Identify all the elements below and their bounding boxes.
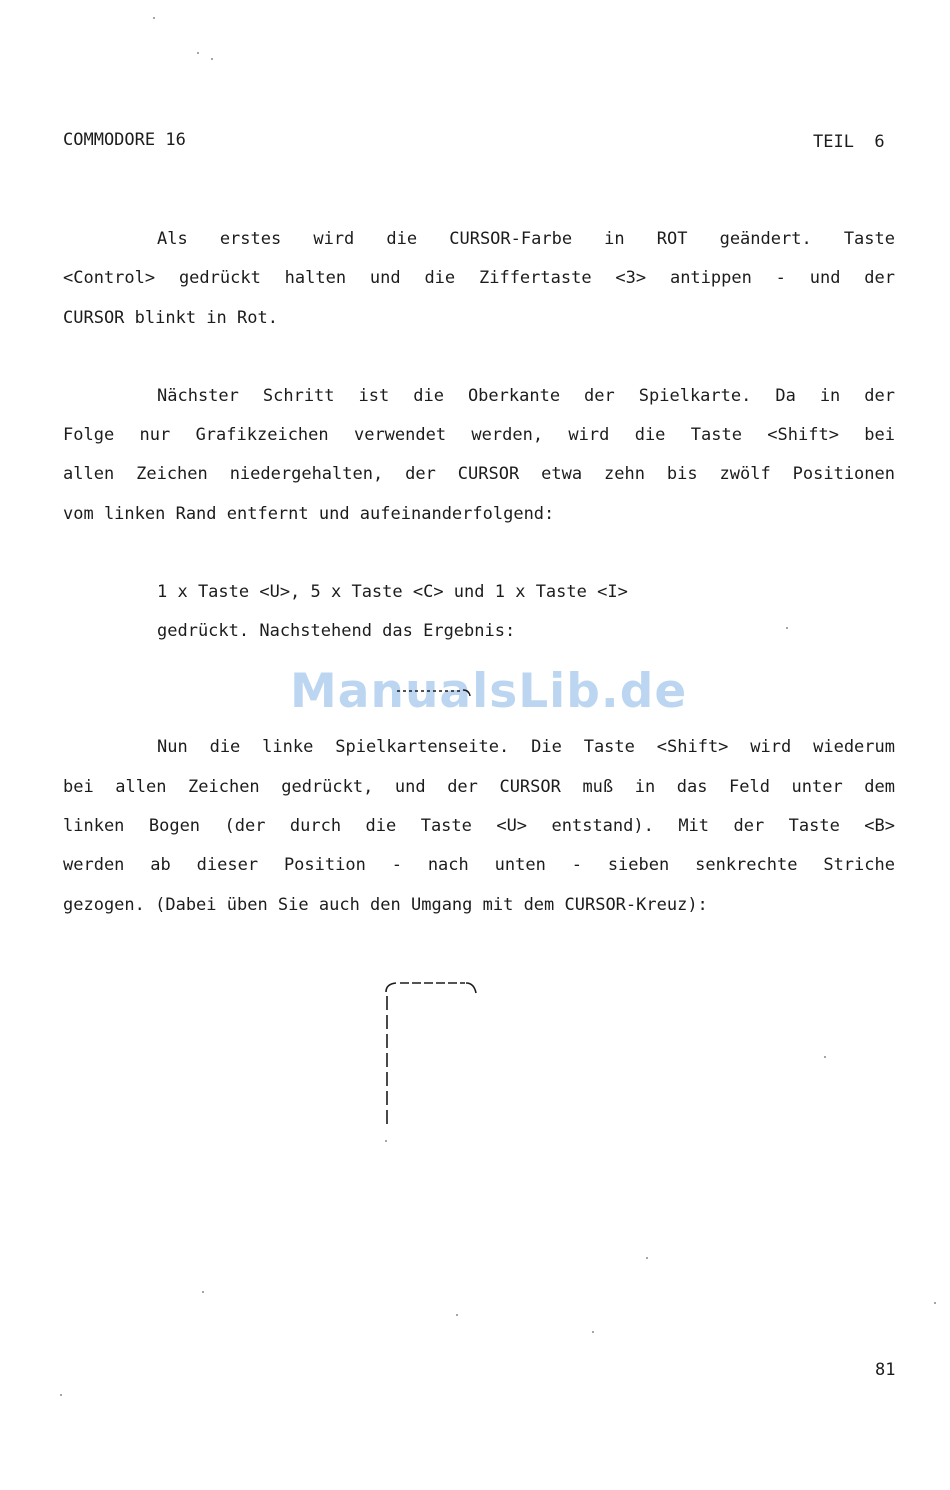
paragraph3-line2: bei allen Zeichen gedrückt, und der CURSOR muß in das Feld unter dem (63, 777, 895, 797)
scan-speck (202, 1291, 204, 1293)
scan-speck (197, 52, 199, 54)
paragraph1-line1: Als erstes wird die CURSOR-Farbe in ROT geändert. Taste (157, 229, 895, 249)
scan-speck (456, 1314, 458, 1316)
scan-speck (786, 627, 788, 629)
header-right: TEIL 6 (813, 132, 885, 152)
paragraph3-line3: linken Bogen (der durch die Taste <U> entstand). Mit der Taste <B> (63, 816, 895, 836)
paragraph3-line4: werden ab dieser Position - nach unten - sieben senkrechte Striche (63, 855, 895, 875)
header-left: COMMODORE 16 (63, 130, 186, 150)
scan-speck (60, 1394, 62, 1396)
paragraph1-line3: CURSOR blinkt in Rot. (63, 308, 278, 328)
paragraph2-line2: Folge nur Grafikzeichen verwendet werden, wird die Taste <Shift> bei (63, 425, 895, 445)
scan-speck (153, 17, 155, 19)
card-corner-graphic (386, 983, 476, 1128)
scan-speck (592, 1331, 594, 1333)
instruction-line2: gedrückt. Nachstehend das Ergebnis: (157, 621, 516, 641)
scan-speck (934, 1302, 936, 1304)
paragraph2-line4: vom linken Rand entfernt und aufeinanderfolgend: (63, 504, 555, 524)
scan-speck (646, 1257, 648, 1259)
paragraph1-line2: <Control> gedrückt halten und die Ziffertaste <3> antippen - und der (63, 268, 895, 288)
scan-speck (211, 58, 213, 60)
paragraph3-line1: Nun die linke Spielkartenseite. Die Taste <Shift> wird wiederum (157, 737, 895, 757)
paragraph2-line3: allen Zeichen niedergehalten, der CURSOR etwa zehn bis zwölf Positionen (63, 464, 895, 484)
page-number: 81 (875, 1360, 896, 1380)
paragraph3-line5: gezogen. (Dabei üben Sie auch den Umgang mit dem CURSOR-Kreuz): (63, 895, 708, 915)
scan-speck (824, 1056, 826, 1058)
paragraph2-line1: Nächster Schritt ist die Oberkante der Spielkarte. Da in der (157, 386, 895, 406)
instruction-line1: 1 x Taste <U>, 5 x Taste <C> und 1 x Taste <I> (157, 582, 628, 602)
watermark-logo: ManualsLib.de (290, 664, 688, 719)
scan-speck (385, 1140, 387, 1142)
